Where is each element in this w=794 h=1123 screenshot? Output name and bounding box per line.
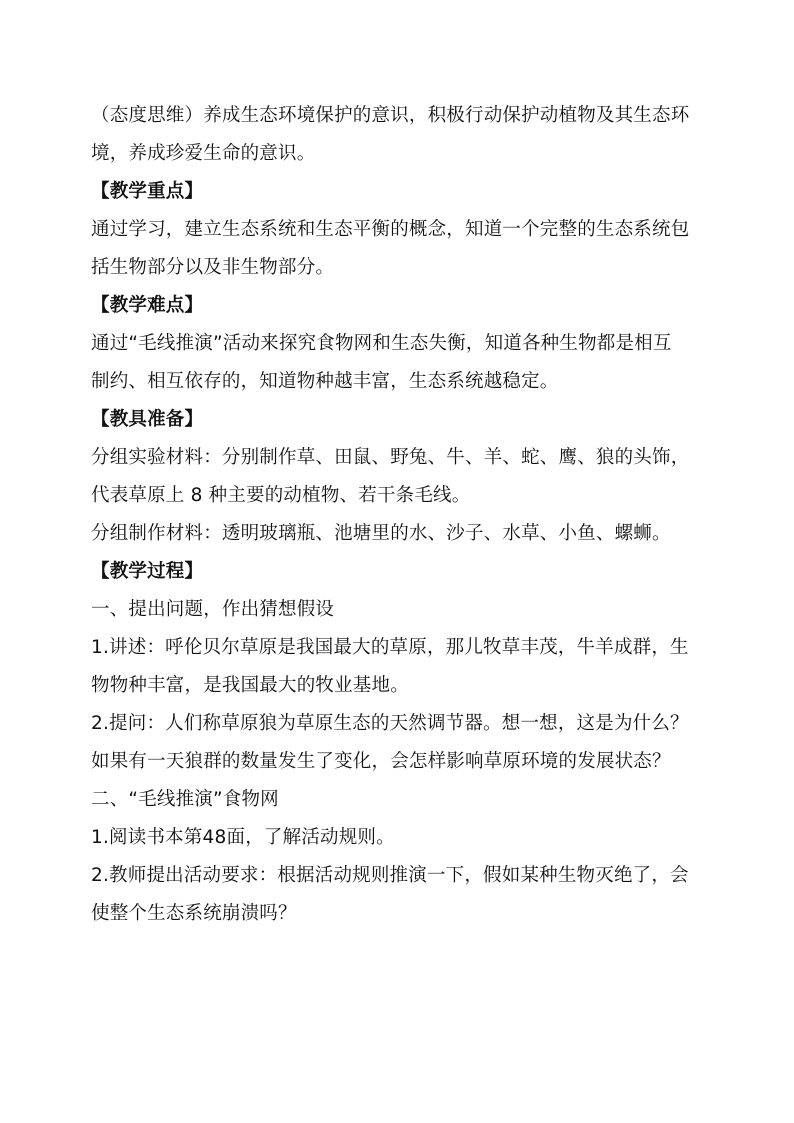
paragraph-line: 如果有一天狼群的数量发生了变化，会怎样影响草原环境的发展状态？ — [91, 751, 671, 772]
section-heading-key-points: 【教学重点】 — [91, 181, 204, 202]
subsection-title: 一、提出问题，作出猜想假设 — [91, 599, 335, 620]
paragraph-line: 境，养成珍爱生命的意识。 — [91, 143, 316, 164]
paragraph-line: 分组制作材料：透明玻璃瓶、池塘里的水、沙子、水草、小鱼、螺蛳。 — [91, 523, 671, 544]
paragraph-line: 通过“毛线推演”活动来探究食物网和生态失衡，知道各种生物都是相互 — [91, 333, 672, 354]
paragraph-line: 1.讲述：呼伦贝尔草原是我国最大的草原，那儿牧草丰茂，牛羊成群，生 — [91, 637, 689, 658]
section-heading-process: 【教学过程】 — [91, 561, 204, 582]
paragraph-line: 代表草原上 8 种主要的动植物、若干条毛线。 — [91, 485, 471, 506]
subsection-title: 二、“毛线推演”食物网 — [91, 789, 279, 810]
paragraph-line: 分组实验材料：分别制作草、田鼠、野兔、牛、羊、蛇、鹰、狼的头饰， — [91, 447, 690, 468]
paragraph-line: 通过学习，建立生态系统和生态平衡的概念，知道一个完整的生态系统包 — [91, 219, 690, 240]
section-heading-difficulties: 【教学难点】 — [91, 295, 204, 316]
paragraph-line: （态度思维）养成生态环境保护的意识，积极行动保护动植物及其生态环 — [91, 105, 690, 126]
section-heading-materials: 【教具准备】 — [91, 409, 204, 430]
paragraph-line: 2.教师提出活动要求：根据活动规则推演一下，假如某种生物灭绝了，会 — [91, 865, 689, 886]
paragraph-line: 1.阅读书本第48面，了解活动规则。 — [91, 827, 395, 848]
document-body — [91, 97, 711, 933]
paragraph-line: 制约、相互依存的，知道物种越丰富，生态系统越稳定。 — [91, 371, 559, 392]
paragraph-line: 使整个生态系统崩溃吗？ — [91, 903, 297, 924]
paragraph-line: 2.提问：人们称草原狼为草原生态的天然调节器。想一想，这是为什么？ — [91, 713, 689, 734]
paragraph-line: 物物种丰富，是我国最大的牧业基地。 — [91, 675, 409, 696]
paragraph-line: 括生物部分以及非生物部分。 — [91, 257, 335, 278]
